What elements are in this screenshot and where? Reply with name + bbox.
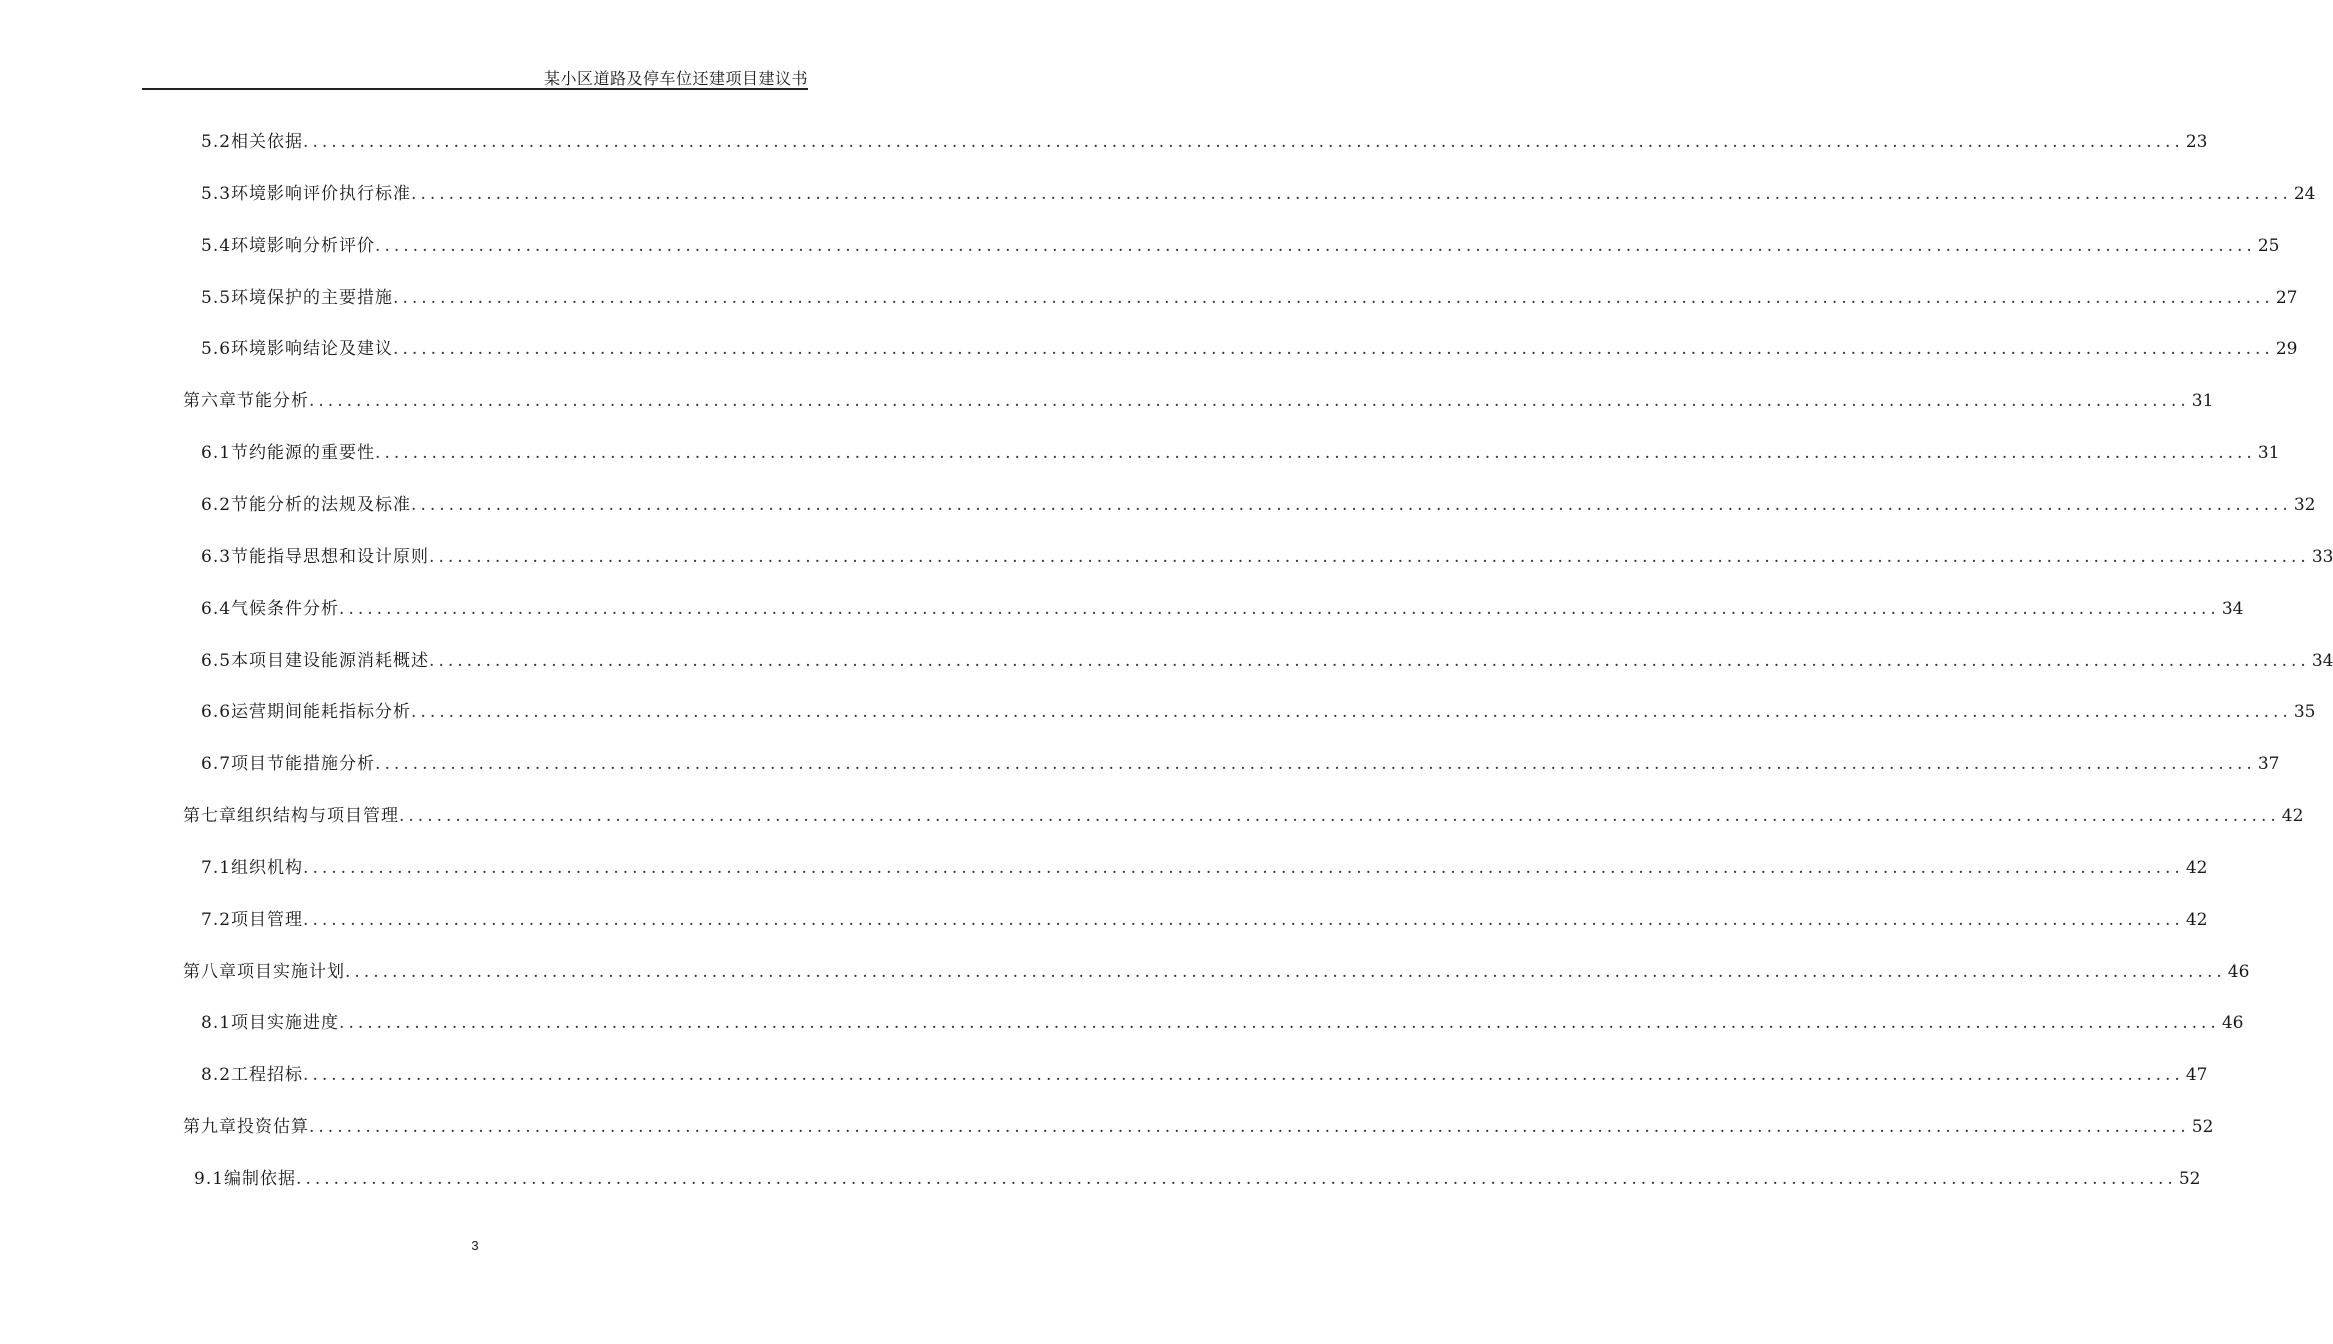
toc-dot-leader: ........................................................................................................................................................................................................ [399, 806, 2280, 827]
toc-entry-number: 6.3 [201, 546, 232, 567]
toc-entry[interactable] [201, 334, 2298, 370]
toc-entry-page: 46 [2227, 961, 2250, 982]
toc-entry-number: 6.4 [201, 598, 232, 619]
toc-entry-title: 投资估算 [237, 1117, 309, 1138]
toc-entry-number: 第八章 [183, 961, 237, 982]
toc-dot-leader: ........................................................................................................................................................................................................ [375, 443, 2256, 464]
toc-entry-page: 42 [2185, 857, 2208, 878]
toc-entry-title: 项目实施进度 [231, 1013, 340, 1034]
toc-entry[interactable] [201, 594, 2244, 630]
page-number: 3 [471, 1238, 479, 1253]
toc-entry[interactable] [201, 179, 2316, 215]
toc-dot-leader: ........................................................................................................................................................................................................ [339, 598, 2220, 619]
toc-entry-title: 运营期间能耗指标分析 [231, 702, 412, 723]
toc-entry-title: 组织结构与项目管理 [237, 806, 399, 827]
toc-entry-page: 27 [2275, 287, 2298, 308]
toc-entry-page: 47 [2185, 1065, 2208, 1086]
toc-entry[interactable] [201, 697, 2316, 733]
toc-entry[interactable] [201, 853, 2208, 889]
toc-entry-title: 气候条件分析 [231, 598, 340, 619]
toc-dot-leader: ........................................................................................................................................................................................................ [429, 546, 2310, 567]
toc-entry[interactable] [201, 542, 2333, 578]
toc-entry[interactable] [183, 957, 2250, 993]
toc-entry-number: 7.1 [201, 857, 232, 878]
toc-dot-leader: ........................................................................................................................................................................................................ [411, 494, 2292, 515]
toc-entry-title: 相关依据 [231, 132, 304, 152]
toc-dot-leader: ........................................................................................................................................................................................................ [375, 235, 2256, 256]
toc-entry-page: 31 [2257, 443, 2280, 464]
toc-entry-title: 节能分析的法规及标准 [231, 494, 412, 515]
toc-entry-number: 5.3 [201, 183, 232, 204]
toc-entry-page: 52 [2191, 1117, 2214, 1138]
toc-entry-number: 6.7 [201, 754, 232, 775]
toc-dot-leader: ........................................................................................................................................................................................................ [411, 183, 2292, 204]
toc-entry[interactable] [201, 1008, 2244, 1044]
toc-entry-title: 编制依据 [224, 1169, 297, 1189]
toc-entry-title: 项目实施计划 [237, 961, 345, 982]
toc-entry-title: 环境影响分析评价 [231, 235, 376, 256]
toc-entry-number: 6.2 [201, 494, 232, 515]
toc-dot-leader: ........................................................................................................................................................................................................ [345, 961, 2226, 982]
toc-entry-title: 项目管理 [231, 909, 304, 930]
toc-entry[interactable] [201, 490, 2316, 526]
toc-entry-page: 25 [2257, 235, 2280, 256]
toc-entry-number: 第九章 [183, 1117, 237, 1138]
toc-entry-number: 5.6 [201, 339, 232, 360]
toc-entry-number: 9.1 [194, 1169, 225, 1189]
toc-dot-leader: ........................................................................................................................................................................................................ [309, 1117, 2190, 1138]
toc-entry[interactable] [183, 1112, 2214, 1148]
toc-entry-number: 7.2 [201, 909, 232, 930]
toc-dot-leader: ........................................................................................................................................................................................................ [309, 391, 2190, 412]
toc-entry-page: 31 [2191, 391, 2214, 412]
toc-entry-page: 37 [2257, 754, 2280, 775]
header-divider [142, 88, 808, 90]
toc-entry-number: 第六章 [183, 391, 237, 412]
toc-entry-title: 环境影响评价执行标准 [231, 183, 412, 204]
toc-entry-title: 项目节能措施分析 [231, 754, 376, 775]
toc-entry-title: 工程招标 [231, 1065, 304, 1086]
toc-entry-title: 组织机构 [231, 857, 304, 878]
toc-dot-leader: ........................................................................................................................................................................................................ [339, 1013, 2220, 1034]
toc-entry[interactable] [183, 801, 2304, 837]
toc-entry-page: 23 [2185, 132, 2208, 152]
toc-entry[interactable] [201, 646, 2333, 682]
toc-entry-number: 6.6 [201, 702, 232, 723]
toc-entry-page: 32 [2293, 494, 2316, 515]
toc-entry-page: 34 [2221, 598, 2244, 619]
toc-entry-page: 29 [2275, 339, 2298, 360]
toc-entry[interactable] [201, 283, 2298, 319]
toc-entry-number: 5.4 [201, 235, 232, 256]
toc-dot-leader: ........................................................................................................................................................................................................ [303, 857, 2184, 878]
toc-entry-number: 8.1 [201, 1013, 232, 1034]
toc-entry-page: 52 [2178, 1169, 2201, 1189]
toc-entry-number: 6.5 [201, 650, 232, 671]
toc-dot-leader: ........................................................................................................................................................................................................ [429, 650, 2310, 671]
toc-entry-page: 42 [2281, 806, 2304, 827]
toc-dot-leader: ........................................................................................................................................................................................................ [303, 909, 2184, 930]
toc-entry-page: 35 [2293, 702, 2316, 723]
header-title: 某小区道路及停车位还建项目建议书 [543, 69, 808, 88]
toc-entry-title: 本项目建设能源消耗概述 [231, 650, 430, 671]
toc-entry-title: 节约能源的重要性 [231, 443, 376, 464]
toc-dot-leader: ........................................................................................................................................................................................................ [296, 1169, 2177, 1189]
toc-entry[interactable] [201, 127, 2208, 163]
toc-entry-number: 5.5 [201, 287, 232, 308]
toc-dot-leader: ........................................................................................................................................................................................................ [303, 132, 2184, 152]
toc-entry-number: 第七章 [183, 806, 237, 827]
toc-entry[interactable] [183, 386, 2214, 422]
toc-entry-page: 33 [2311, 546, 2333, 567]
toc-dot-leader: ........................................................................................................................................................................................................ [303, 1065, 2184, 1086]
toc-entry[interactable] [201, 438, 2280, 474]
toc-entry-title: 节能分析 [237, 391, 309, 412]
toc-entry[interactable] [201, 1060, 2208, 1096]
toc-entry-title: 节能指导思想和设计原则 [231, 546, 430, 567]
toc-entry-page: 42 [2185, 909, 2208, 930]
toc-entry-number: 8.2 [201, 1065, 232, 1086]
toc-entry-page: 24 [2293, 183, 2316, 204]
toc-dot-leader: ........................................................................................................................................................................................................ [411, 702, 2292, 723]
toc-dot-leader: ........................................................................................................................................................................................................ [393, 287, 2274, 308]
toc-entry-title: 环境保护的主要措施 [231, 287, 394, 308]
toc-entry[interactable] [201, 749, 2280, 785]
toc-entry-number: 6.1 [201, 443, 232, 464]
toc-dot-leader: ........................................................................................................................................................................................................ [393, 339, 2274, 360]
toc-entry-page: 46 [2221, 1013, 2244, 1034]
toc-dot-leader: ........................................................................................................................................................................................................ [375, 754, 2256, 775]
toc-entry-number: 5.2 [201, 132, 232, 152]
toc-entry[interactable] [201, 905, 2208, 941]
toc-entry[interactable] [201, 231, 2280, 267]
toc-entry[interactable] [194, 1164, 2201, 1200]
toc-entry-page: 34 [2311, 650, 2333, 671]
toc-entry-title: 环境影响结论及建议 [231, 339, 394, 360]
